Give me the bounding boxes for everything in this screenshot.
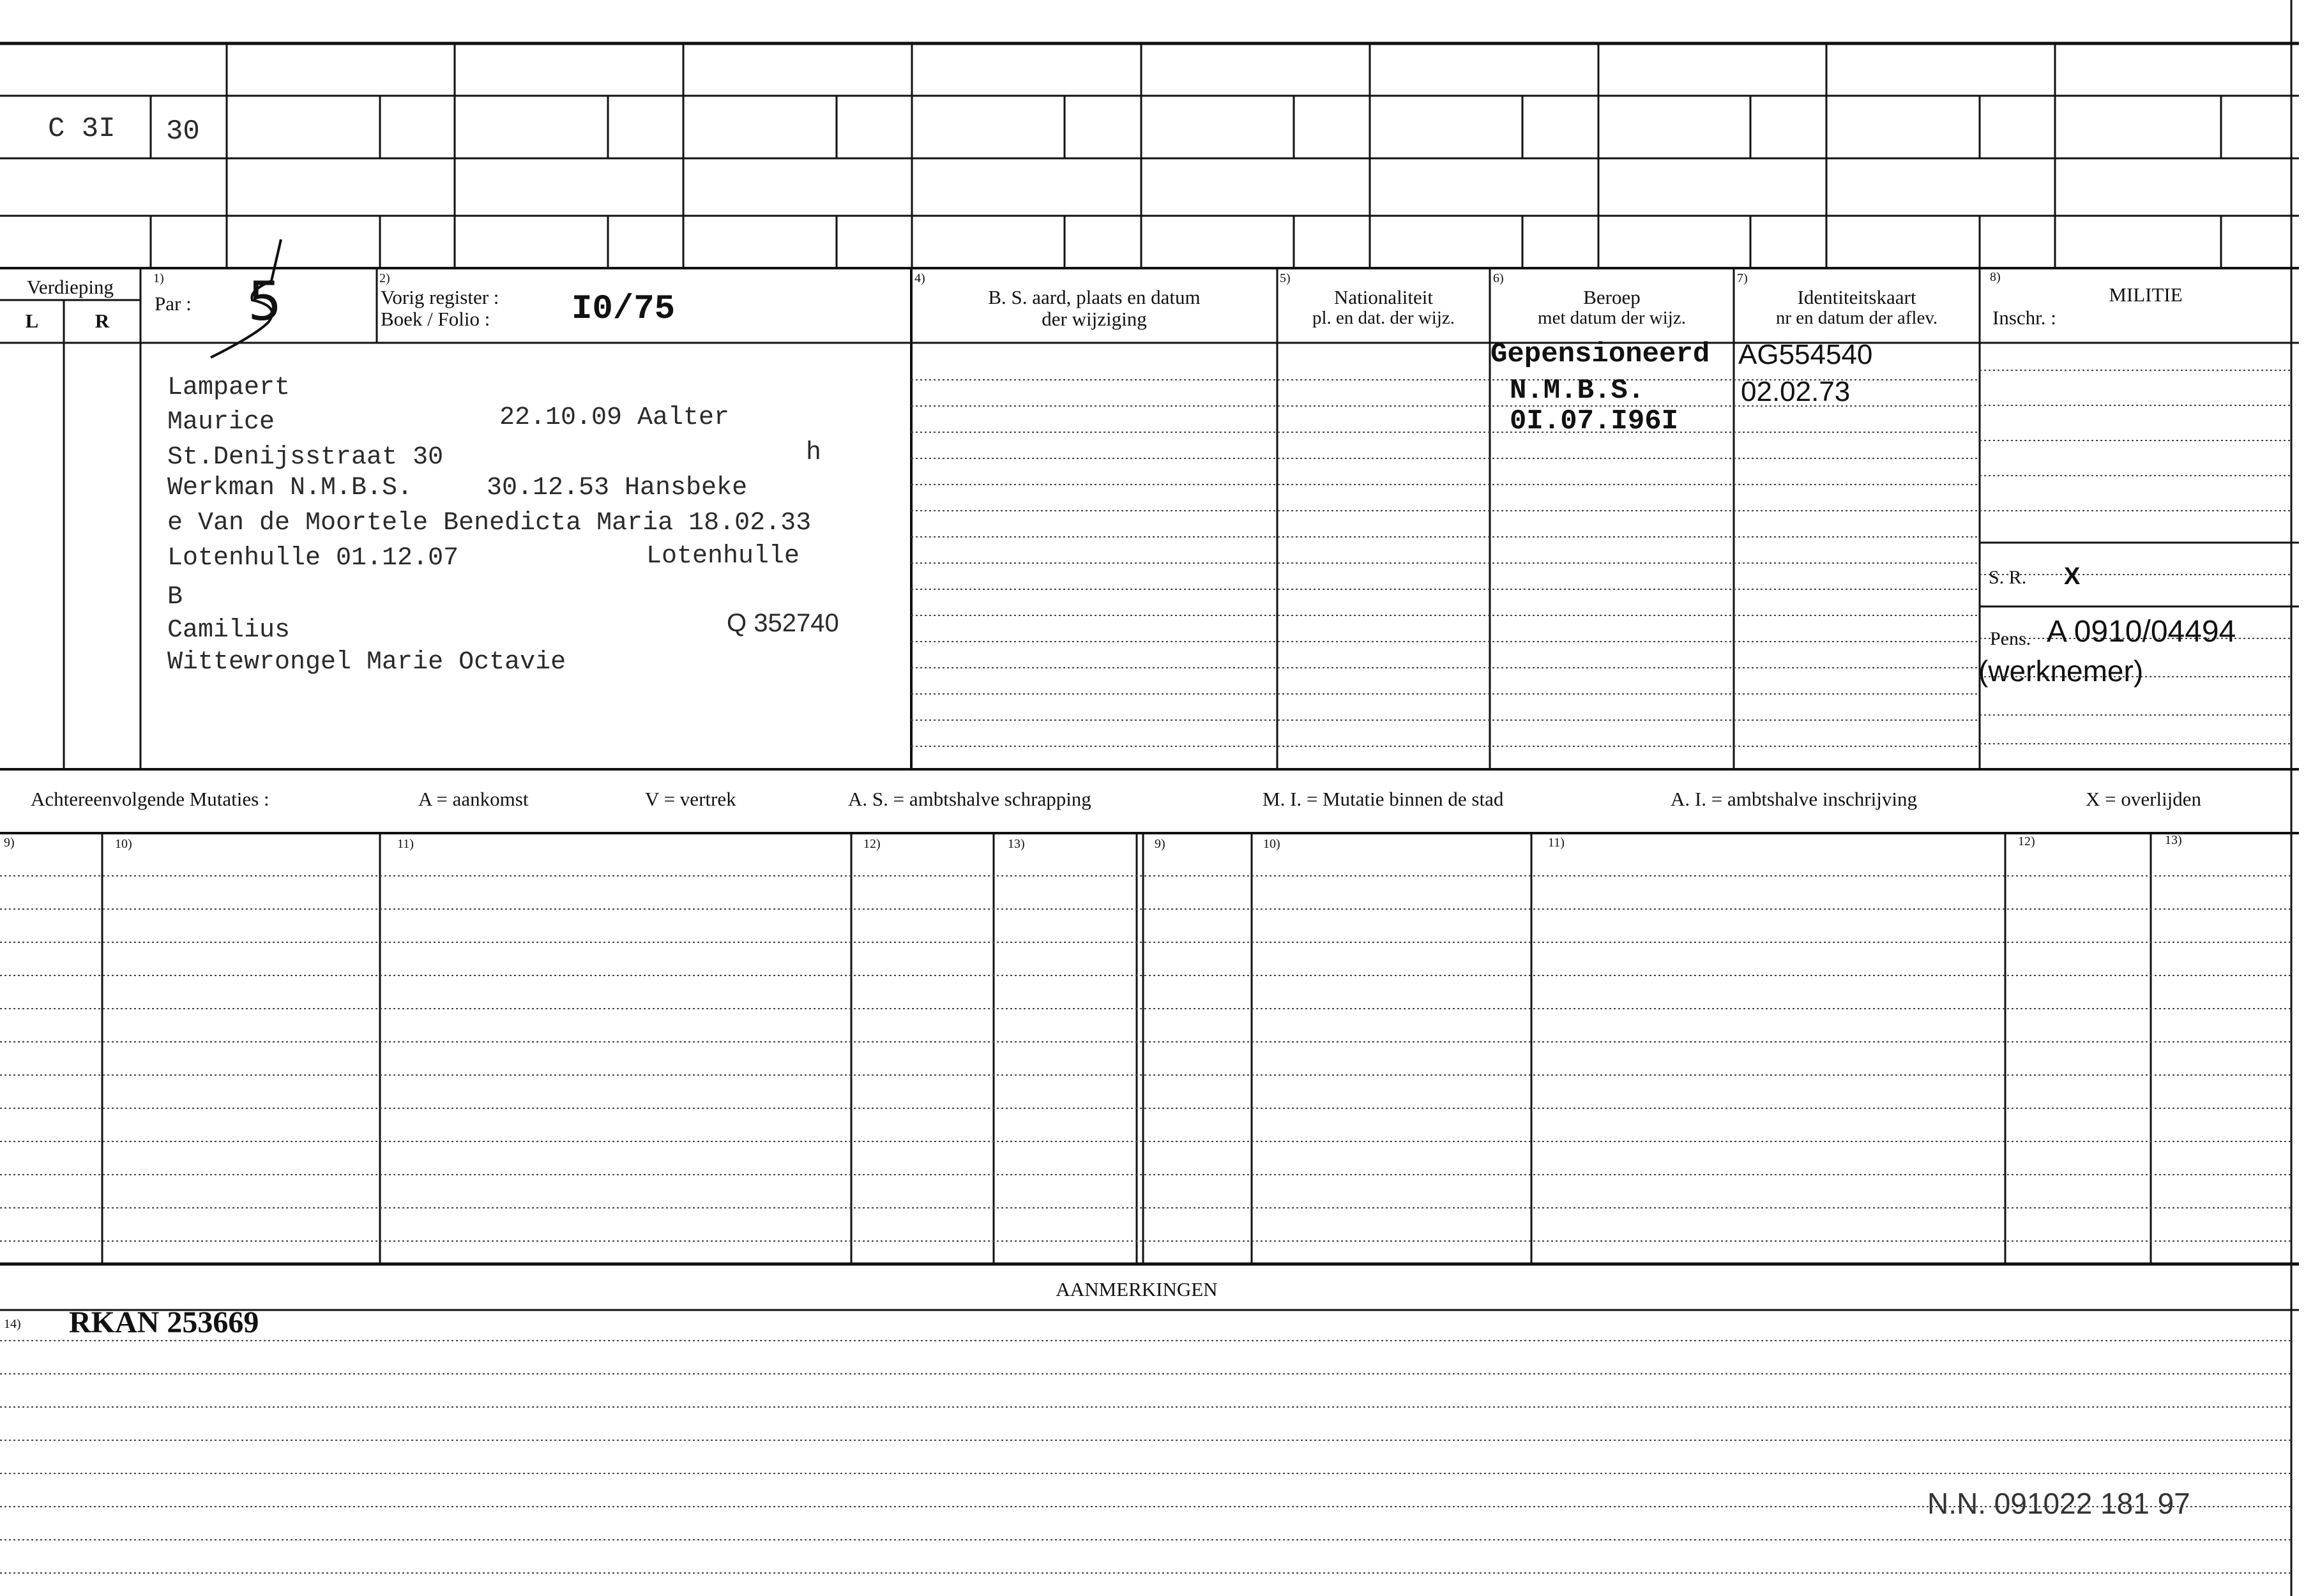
- mutations-legend-item: A = aankomst: [418, 788, 529, 810]
- remarks-number: 14): [4, 1317, 21, 1331]
- mutation-column-number: 11): [397, 837, 414, 851]
- id-card-number: 7): [1737, 271, 1748, 285]
- mutation-column-number: 13): [2165, 833, 2182, 847]
- mutations-legend-item: A. S. = ambtshalve schrapping: [848, 788, 1091, 810]
- mutation-column-number: 10): [1263, 837, 1280, 851]
- person-line: Lotenhulle 01.12.07: [167, 544, 459, 573]
- floor-header: Verdieping: [26, 276, 114, 298]
- pension-label: Pens.: [1990, 628, 2031, 649]
- national-number: N.N. 091022 181 97: [1927, 1487, 2190, 1520]
- h-mark: h: [806, 439, 822, 467]
- profession-header: Beroep: [1583, 286, 1641, 308]
- par-value: 5: [248, 270, 282, 333]
- person-line: Wittewrongel Marie Octavie: [167, 648, 566, 677]
- profession-date: 0I.07.I96I: [1510, 405, 1679, 437]
- id-card-subheader: nr en datum der aflev.: [1775, 308, 1938, 328]
- profession-status: Gepensioneerd: [1490, 338, 1710, 370]
- military-header: MILITIE: [2109, 283, 2183, 306]
- floor-left: L: [25, 310, 39, 332]
- mutation-column-number: 12): [2018, 834, 2035, 848]
- civil-status-number: 4): [914, 271, 925, 285]
- remarks-value: RKAN 253669: [69, 1306, 259, 1339]
- military-number: 8): [1990, 270, 2001, 284]
- profession-subheader: met datum der wijz.: [1538, 308, 1686, 328]
- person-line: Werkman N.M.B.S.: [167, 474, 413, 502]
- par-number: 1): [153, 271, 164, 285]
- pension-number: A 0910/04494: [2047, 615, 2236, 649]
- person-line: Camilius: [167, 616, 291, 645]
- mutation-column-number: 10): [115, 837, 132, 851]
- person-line: Maurice: [167, 408, 275, 437]
- person-number: Q 352740: [727, 609, 839, 637]
- id-card-header: Identiteitskaart: [1797, 286, 1916, 308]
- nationality-number: 5): [1280, 271, 1291, 285]
- birth-date-place: 22.10.09 Aalter: [499, 403, 730, 432]
- prev-register-value: I0/75: [572, 290, 676, 329]
- mutations-legend-item: A. I. = ambtshalve inschrijving: [1671, 788, 1917, 810]
- index-number: 30: [166, 116, 200, 147]
- mutations-legend-item: X = overlijden: [2086, 788, 2202, 810]
- person-line: B: [167, 583, 183, 612]
- id-card-date: 02.02.73: [1741, 376, 1851, 407]
- mutations-title: Achtereenvolgende Mutaties :: [31, 788, 269, 810]
- profession-number: 6): [1493, 271, 1504, 285]
- civil-status-header: B. S. aard, plaats en datum: [988, 286, 1201, 308]
- person-line: e Van de Moortele Benedicta Maria 18.02.33: [167, 509, 812, 538]
- mutations-legend-item: V = vertrek: [645, 788, 736, 810]
- mutation-column-number: 12): [863, 837, 881, 851]
- nationality-header: Nationaliteit: [1334, 286, 1433, 308]
- pension-type: (werknemer): [1978, 654, 2144, 688]
- registration-date-place: 30.12.53 Hansbeke: [487, 474, 748, 502]
- profession-employer: N.M.B.S.: [1510, 375, 1645, 407]
- nationality-subheader: pl. en dat. der wijz.: [1312, 308, 1455, 328]
- book-folio-label: Boek / Folio :: [381, 308, 490, 330]
- prev-register-label: Vorig register :: [381, 286, 499, 308]
- par-label: Par :: [155, 292, 192, 315]
- mutation-column-number: 11): [1548, 836, 1565, 850]
- civil-status-subheader: der wijziging: [1042, 308, 1147, 330]
- sr-mark: X: [2064, 563, 2081, 590]
- mutations-legend-item: M. I. = Mutatie binnen de stad: [1263, 788, 1504, 810]
- mutation-column-number: 9): [4, 836, 15, 850]
- mutation-column-number: 13): [1008, 837, 1025, 851]
- id-card-value: AG554540: [1738, 339, 1873, 370]
- prev-register-number: 2): [379, 271, 390, 285]
- remarks-title: AANMERKINGEN: [1056, 1278, 1218, 1300]
- person-line: Lampaert: [167, 373, 291, 402]
- spouse-place: Lotenhulle: [646, 542, 800, 571]
- index-grid: [0, 43, 2299, 268]
- mutation-column-number: 9): [1155, 837, 1165, 851]
- sr-label: S. R.: [1989, 567, 2027, 588]
- index-code: C 3I: [48, 113, 116, 145]
- military-register-label: Inschr. :: [1992, 306, 2056, 329]
- floor-right: R: [95, 310, 110, 332]
- person-line: St.Denijsstraat 30: [167, 443, 444, 472]
